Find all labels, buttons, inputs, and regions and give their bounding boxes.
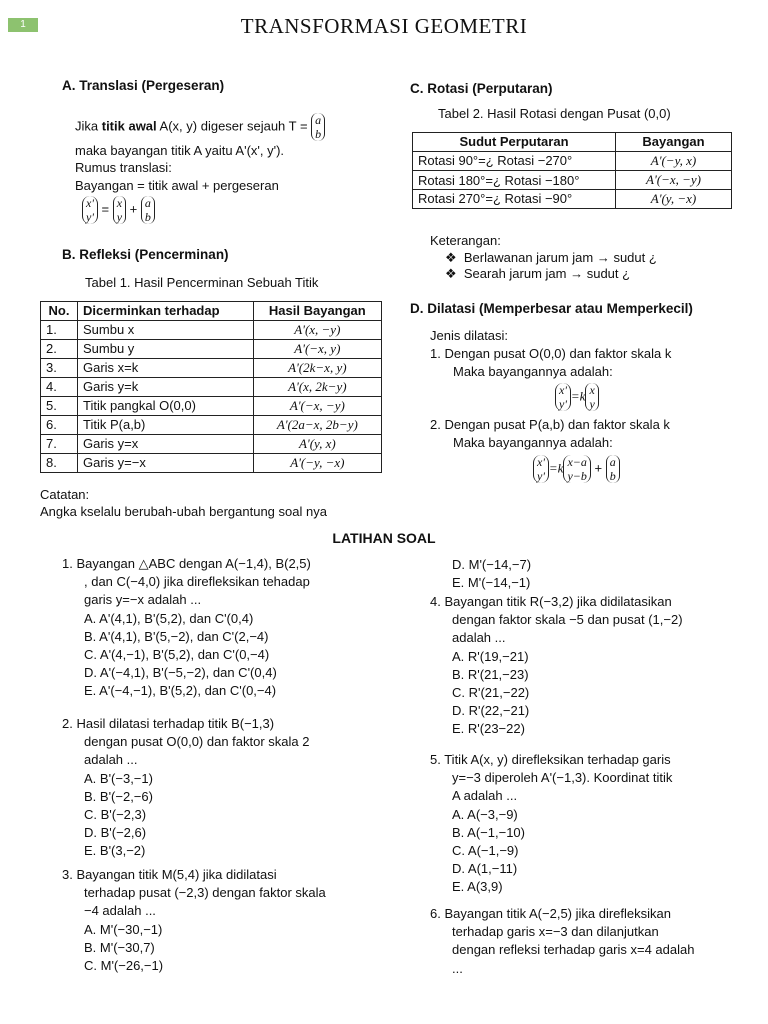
rotation-table: Sudut Perputaran Bayangan Rotasi 90°=¿ Rotasi −270° A'(−y, x) Rotasi 180°=¿ Rotasi −180° A'(−x, −y) Rotasi 270°=¿ Rotasi −90° A'(y, −x) (412, 132, 732, 209)
reflection-table: No. Dicerminkan terhadap Hasil Bayangan 1. Sumbu x A'(x, −y) 2. Sumbu y A'(−x, y) 3. Garis x=k A'(2k−x, y) 4. Garis y=k A'(x, 2k−y) 5. Titik pangkal O(0,0) A'(−x, −y) 6. Titik P(a,b) A'(2a−x, 2b−y) 7. Garis y=x A'(y, x) 8. Garis y=−x A'(−y, −x) (40, 301, 382, 473)
page-number-badge: 1 (8, 18, 38, 32)
question-4: 4. Bayangan titik R(−3,2) jika didilatasikan dengan faktor skala −5 dan pusat (1,−2) adalah ... A. R'(19,−21) B. R'(21,−23) C. R'(21,−22) D. R'(22,−21) E. R'(23−22) (430, 593, 760, 739)
diamond-bullet-icon: ❖ (445, 266, 457, 281)
answer-option: A. B'(−3,−1) (84, 770, 153, 786)
table-row: Rotasi 180°=¿ Rotasi −180° A'(−x, −y) (413, 171, 732, 190)
question-6: 6. Bayangan titik A(−2,5) jika direfleksikan terhadap garis x=−3 dan dilanjutkan dengan refleksi terhadap garis x=4 adalah ... (430, 906, 695, 976)
answer-option: B. R'(21,−23) (452, 666, 529, 682)
list-item: ❖ Berlawanan jarum jam → sudut ¿ (445, 250, 657, 265)
table-row: Rotasi 90°=¿ Rotasi −270° A'(−y, x) (413, 152, 732, 171)
keterangan-label: Keterangan: (430, 233, 501, 248)
question-2: 2. Hasil dilatasi terhadap titik B(−1,3) dengan pusat O(0,0) dan faktor skala 2 adalah ... A. B'(−3,−1) B. B'(−2,−6) C. B'(−2,3) D. B'(−2,6) E. B'(3,−2) (62, 715, 392, 861)
section-c-heading: C. Rotasi (Perputaran) (410, 81, 553, 96)
answer-option: D. B'(−2,6) (84, 825, 147, 841)
dilation-formula-1: x' y'=k x y (555, 383, 599, 411)
diamond-bullet-icon: ❖ (445, 250, 457, 265)
exercise-heading: LATIHAN SOAL (332, 530, 436, 546)
dilation-formula-2: x' y'=k x−a y−b + a b (533, 455, 620, 483)
table-row: 2. Sumbu y A'(−x, y) (41, 340, 382, 359)
section-a-heading: A. Translasi (Pergeseran) (62, 78, 225, 93)
answer-option: C. M'(−26,−1) (84, 958, 164, 974)
answer-option: D. R'(22,−21) (452, 703, 530, 719)
question-3-continued (430, 556, 750, 592)
answer-option: B. B'(−2,−6) (84, 788, 153, 804)
table2-caption: Tabel 2. Hasil Rotasi dengan Pusat (0,0) (438, 106, 671, 121)
answer-option: C. B'(−2,3) (84, 807, 147, 823)
note-text: Angka kselalu berubah-ubah bergantung soal nya (40, 504, 327, 519)
section-a-line2: maka bayangan titik A yaitu A'(x', y'). (75, 143, 285, 158)
list-item: ❖ Searah jarum jam → sudut ¿ (445, 266, 631, 281)
answer-option: A. M'(−30,−1) (84, 921, 163, 937)
question-3: 3. Bayangan titik M(5,4) jika didilatasi terhadap pusat (−2,3) dengan faktor skala −4 adalah ... A. M'(−30,−1) B. M'(−30,7) C. M'(−26,−1) (62, 866, 392, 975)
question-5: 5. Titik A(x, y) direfleksikan terhadap garis y=−3 diperoleh A'(−1,3). Koordinat titik A adalah ... A. A(−3,−9) B. A(−1,−10) C. A(−1,−9) D. A(1,−11) E. A(3,9) (430, 751, 760, 897)
page-title: TRANSFORMASI GEOMETRI (240, 14, 528, 38)
answer-option: E. R'(23−22) (452, 721, 525, 737)
table-row: 5. Titik pangkal O(0,0) A'(−x, −y) (41, 397, 382, 416)
section-a-line3: Rumus translasi: (75, 160, 172, 175)
dilation-item-1: 1. Dengan pusat O(0,0) dan faktor skala k (430, 346, 672, 361)
dilation-item-2: 2. Dengan pusat P(a,b) dan faktor skala k (430, 417, 670, 432)
answer-option: A. A(−3,−9) (452, 806, 518, 822)
section-d-heading: D. Dilatasi (Memperbesar atau Memperkecil) (410, 301, 693, 316)
section-b-heading: B. Refleksi (Pencerminan) (62, 247, 229, 262)
answer-option: E. M'(−14,−1) (452, 575, 531, 591)
answer-option: A. A'(4,1), B'(5,2), dan C'(0,4) (84, 610, 254, 626)
table-row: 1. Sumbu x A'(x, −y) (41, 321, 382, 340)
answer-option: A. R'(19,−21) (452, 648, 529, 664)
answer-option: B. A'(4,1), B'(5,−2), dan C'(2,−4) (84, 628, 269, 644)
dilation-types-label: Jenis dilatasi: (430, 328, 509, 343)
answer-option: E. A(3,9) (452, 879, 503, 895)
table-row: Rotasi 270°=¿ Rotasi −90° A'(y, −x) (413, 190, 732, 209)
answer-option: C. A'(4,−1), B'(5,2), dan C'(0,−4) (84, 647, 270, 663)
dilation-item-2-sub: Maka bayangannya adalah: (453, 435, 613, 450)
table-row: 4. Garis y=k A'(x, 2k−y) (41, 378, 382, 397)
note-label: Catatan: (40, 487, 90, 502)
table-row: 3. Garis x=k A'(2k−x, y) (41, 359, 382, 378)
table1-caption: Tabel 1. Hasil Pencerminan Sebuah Titik (85, 275, 319, 290)
table-row: 6. Titik P(a,b) A'(2a−x, 2b−y) (41, 416, 382, 435)
answer-option: B. A(−1,−10) (452, 824, 525, 840)
section-a-line4: Bayangan = titik awal + pergeseran (75, 178, 279, 193)
section-a-line1: Jika titik awal A(x, y) digeser sejauh T = a b (75, 113, 325, 141)
question-1: 1. Bayangan △ABC dengan A(−1,4), B(2,5) , dan C(−4,0) jika direfleksikan tehadap garis y=−x adalah ... A. A'(4,1), B'(5,2), dan C'(0,4) B. A'(4,1), B'(5,−2), dan C'(2,−4) C. A'(4,−1), B'(5,2), dan C'(0,−4) D. A'(−4,1), B'(−5,−2), dan C'(0,4) E. A'(−4,−1), B'(5,2), dan C'(0,−4) (62, 555, 392, 701)
answer-option: C. R'(21,−22) (452, 685, 530, 701)
translation-formula: x' y' = x y + a b (82, 196, 155, 224)
answer-option: B. M'(−30,7) (84, 939, 155, 955)
answer-option: C. A(−1,−9) (452, 843, 519, 859)
answer-option: E. B'(3,−2) (84, 843, 146, 859)
answer-option: D. A(1,−11) (452, 861, 518, 877)
answer-option: D. M'(−14,−7) (452, 557, 532, 572)
table-row: 7. Garis y=x A'(y, x) (41, 435, 382, 454)
dilation-item-1-sub: Maka bayangannya adalah: (453, 364, 613, 379)
table-row: 8. Garis y=−x A'(−y, −x) (41, 454, 382, 473)
answer-option: E. A'(−4,−1), B'(5,2), dan C'(0,−4) (84, 683, 277, 699)
vector-t: a b (311, 113, 325, 141)
answer-option: D. A'(−4,1), B'(−5,−2), dan C'(0,4) (84, 665, 277, 681)
